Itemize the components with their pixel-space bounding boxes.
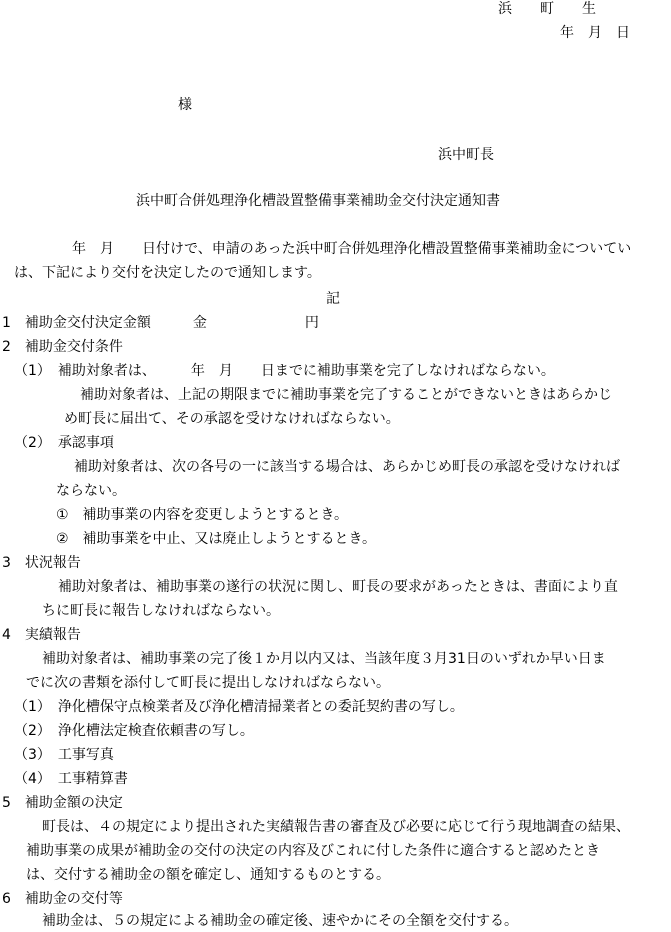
section-4-body-1: 補助対象者は、補助事業の完了後１か月以内又は、当該年度３月31日のいずれか早い日ま (42, 651, 606, 667)
section-4-4: （4） 工事精算書 (14, 771, 128, 787)
intro-line-1: 年 月 日付けで、申請のあった浜中町合併処理浄化槽設置整備事業補助金についてい (72, 241, 632, 257)
section-4-body-2: でに次の書類を添付して町長に提出しなければならない。 (26, 675, 390, 691)
addressee-suffix: 様 (178, 97, 192, 113)
section-2-2-body-2: ならない。 (56, 483, 126, 499)
section-3-body-2: ちに町長に報告しなければならない。 (42, 603, 280, 619)
section-2-1-body-2: め町長に届出て、その承認を受けなければならない。 (64, 411, 400, 427)
document-title: 浜中町合併処理浄化槽設置整備事業補助金交付決定通知書 (136, 193, 500, 209)
section-5-body-3: は、交付する補助金の額を確定し、通知するものとする。 (26, 867, 390, 883)
document-number: 浜 町 生 (498, 1, 596, 17)
section-3: 3 状況報告 (2, 555, 81, 571)
section-2: 2 補助金交付条件 (2, 339, 123, 355)
section-2-2: （2） 承認事項 (14, 435, 114, 451)
section-5-body-2: 補助事業の成果が補助金の交付の決定の内容及びこれに付した条件に適合すると認めたとき (26, 843, 600, 859)
section-2-2-item-1: ① 補助事業の内容を変更しようとするとき。 (56, 507, 348, 523)
intro-line-2: は、下記により交付を決定したので通知します。 (14, 265, 321, 281)
section-2-2-body-1: 補助対象者は、次の各号の一に該当する場合は、あらかじめ町長の承認を受けなければ (74, 459, 620, 475)
issue-date: 年 月 日 (560, 25, 630, 41)
sender: 浜中町長 (438, 147, 494, 163)
section-4-2: （2） 浄化槽法定検査依頼書の写し。 (14, 723, 254, 739)
section-2-1: （1） 補助対象者は、 年 月 日までに補助事業を完了しなければならない。 (14, 363, 555, 379)
section-2-2-item-2: ② 補助事業を中止、又は廃止しようとするとき。 (56, 531, 376, 547)
section-4-3: （3） 工事写真 (14, 747, 114, 763)
section-4-1: （1） 浄化槽保守点検業者及び浄化槽清掃業者との委託契約書の写し。 (14, 699, 464, 715)
section-6-body-1: 補助金は、５の規定による補助金の確定後、速やかにその全額を交付する。 (42, 913, 518, 929)
section-6: 6 補助金の交付等 (2, 891, 123, 907)
section-4: 4 実績報告 (2, 627, 81, 643)
section-1: 1 補助金交付決定金額 金 円 (2, 315, 319, 331)
section-3-body-1: 補助対象者は、補助事業の遂行の状況に関し、町長の要求があったときは、書面により直 (58, 579, 618, 595)
section-5-body-1: 町長は、４の規定により提出された実績報告書の審査及び必要に応じて行う現地調査の結果、 (42, 819, 630, 835)
section-2-1-body-1: 補助対象者は、上記の期限までに補助事業を完了することができないときはあらかじ (80, 387, 612, 403)
ki-heading: 記 (326, 291, 340, 307)
section-5: 5 補助金額の決定 (2, 795, 123, 811)
